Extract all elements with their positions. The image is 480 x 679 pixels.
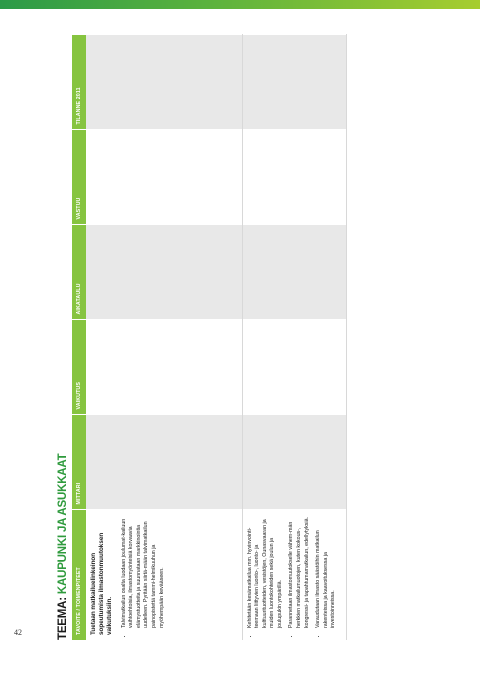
header-tilanne: TILANNE 2011 (72, 35, 86, 130)
tilanne-cell (242, 35, 347, 130)
mittari-cell (86, 415, 242, 510)
list-item: • Kehitetään kesämatkailua mm. hyvinvointi-teemaan liittyvien luonto-, luonto- ja kulttuurituotteiden, vesistöjen, Ounasvaaran ja muiden luontokohteiden sekä joulun ja joulupukin ympärillä. (247, 516, 285, 629)
theme-value: KAUPUNKI JA ASUKKAAT (57, 453, 69, 595)
aikataulu-cell (86, 225, 242, 320)
table-row (86, 35, 242, 640)
aikataulu-cell (242, 225, 347, 320)
list-item: • Varaudutaan ilmasto säästöihin matkailun rakenteissa ja kaavoituksessa ja investoinneissa. (315, 516, 338, 629)
header-tavoite: TAVOITE / TOIMENPITEET (72, 510, 86, 640)
list-item: • Parannetaan ilmastomuutokselle vähem-män herkkien matkailumuotojen, kuten kokous-, kongressi- ja tapahtumamatkailun, edellytyksiä. (288, 516, 311, 629)
list-item: • Talvimatkailun osalta luodaan joulumat-kailuun vaihtoehtoisia, ilmastomyönteisiä korvaavia elämystuotteita ja suunnataan markkinointia uudelleen. Pyritään siirtä-mään talvimatkailun painopistettä tammi-helmikuuhun ja myöhempään kevääseen. (121, 516, 167, 629)
goal-cell (242, 510, 347, 640)
vaikutus-cell (242, 320, 347, 415)
page-number: 42 (14, 628, 22, 637)
table-row (242, 35, 347, 640)
top-accent-bar (0, 0, 480, 9)
header-vaikutus: VAIKUTUS (72, 320, 86, 415)
action-list (247, 516, 339, 636)
rotated-page-content (57, 35, 347, 640)
mittari-cell (242, 415, 347, 510)
vastuu-cell (86, 130, 242, 225)
goal-cell (86, 510, 242, 640)
table-header-row (72, 35, 86, 640)
vastuu-cell (242, 130, 347, 225)
tilanne-cell (86, 35, 242, 130)
theme-heading (57, 454, 70, 640)
header-aikataulu: AIKATAULU (72, 225, 86, 320)
action-list (121, 516, 167, 636)
header-vastuu: VASTUU (72, 130, 86, 225)
theme-prefix: TEEMA: (57, 594, 69, 640)
action-plan-table (72, 35, 347, 641)
vaikutus-cell (86, 320, 242, 415)
header-mittari: MITTARI (72, 415, 86, 510)
goal-title: Tuetaan matkailuelinkeinon sopeutumista ilmastonmuutoksen vaikutuksiin. (90, 532, 114, 635)
